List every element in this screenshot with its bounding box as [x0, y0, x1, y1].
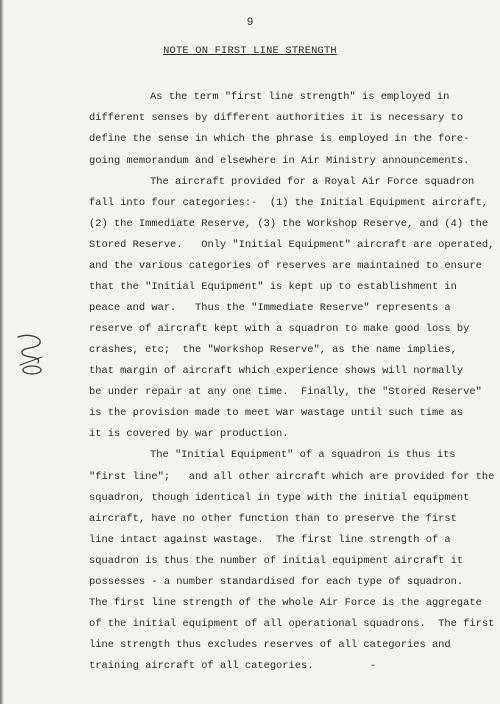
body-line: that margin of aircraft which experience shows will normally: [89, 365, 464, 377]
body-line: going memorandum and elsewhere in Air Ministry announcements.: [89, 155, 470, 167]
body-line: and the various categories of reserves are maintained to ensure: [89, 260, 482, 272]
body-line: The "Initial Equipment" of a squadron is thus its: [150, 449, 456, 461]
document-title: NOTE ON FIRST LINE STRENGTH: [163, 45, 337, 57]
body-line: aircraft, have no other function than to preserve the first: [89, 513, 457, 525]
body-line: "first line"; and all other aircraft which are provided for the: [89, 471, 495, 483]
trailing-mark: -: [370, 661, 377, 672]
body-line: As the term "first line strength" is employed in: [150, 91, 450, 103]
body-line: squadron, though identical in type with the initial equipment: [89, 492, 470, 504]
body-line: it is covered by war production.: [89, 428, 289, 440]
body-line: line strength thus excludes reserves of all categories and: [89, 639, 451, 651]
body-line: crashes, etc; the "Workshop Reserve", as the name implies,: [89, 344, 457, 356]
body-line: be under repair at any one time. Finally, the "Stored Reserve": [89, 386, 482, 398]
body-line: training aircraft of all categories.: [89, 660, 314, 672]
body-line: peace and war. Thus the "Immediate Reserve" represents a: [89, 302, 451, 314]
page-number: 9: [246, 17, 254, 29]
body-line: The first line strength of the whole Air Force is the aggregate: [89, 597, 482, 609]
body-line: define the sense in which the phrase is employed in the fore-: [89, 133, 470, 145]
body-line: different senses by different authorities it is necessary to: [89, 112, 464, 124]
body-line: that the "Initial Equipment" is kept up to establishment in: [89, 281, 457, 293]
body-line: of the initial equipment of all operational squadrons. The first: [89, 618, 495, 630]
body-line: line intact against wastage. The first line strength of a: [89, 534, 451, 546]
body-line: possesses - a number standardised for each type of squadron.: [89, 576, 464, 588]
page-edge-shadow: [0, 0, 4, 704]
body-line: is the provision made to meet war wastage until such time as: [89, 407, 464, 419]
body-line: reserve of aircraft kept with a squadron to make good loss by: [89, 323, 470, 335]
body-line: squadron is thus the number of initial equipment aircraft it: [89, 555, 464, 567]
body-line: Stored Reserve. Only "Initial Equipment" aircraft are operated,: [89, 239, 495, 251]
body-line: The aircraft provided for a Royal Air Force squadron: [150, 176, 475, 188]
handwritten-margin-annotation: [14, 333, 48, 375]
body-line: (2) the Immediate Reserve, (3) the Workshop Reserve, and (4) the: [89, 218, 489, 230]
body-line: fall into four categories:- (1) the Initial Equipment aircraft,: [89, 197, 489, 209]
